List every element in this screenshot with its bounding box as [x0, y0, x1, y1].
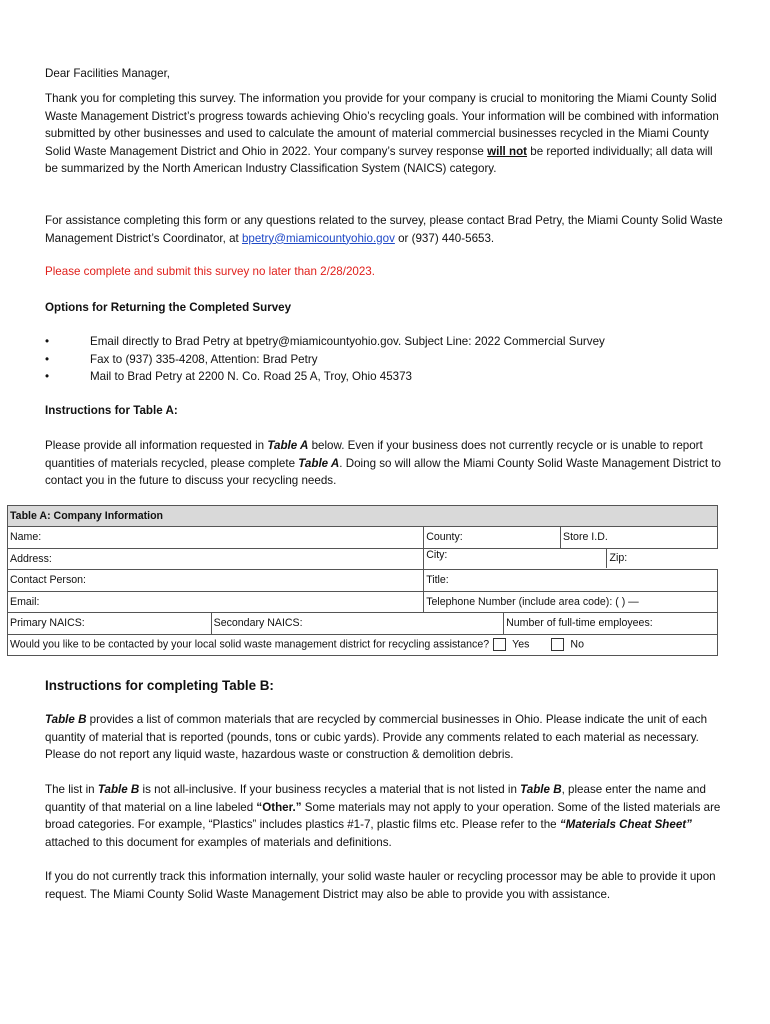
- bullet-icon: •: [45, 352, 50, 366]
- table-b-paragraph-3: If you do not currently track this information internally, your solid waste hauler or recycling processor may be able to provide it upon request. The Miami County Solid Waste Management District may also be able to provide you with assistance.: [45, 870, 716, 901]
- other-label: “Other.”: [256, 800, 302, 814]
- list-item: • Email directly to Brad Petry at bpetry@miamicountyohio.gov. Subject Line: 2022 Commercial Survey: [45, 333, 725, 351]
- deadline-notice: Please complete and submit this survey no later than 2/28/2023.: [45, 265, 375, 278]
- table-b-heading: Instructions for completing Table B:: [45, 678, 274, 693]
- telephone-field[interactable]: Telephone Number (include area code): ( ) —: [424, 591, 718, 613]
- list-item: • Fax to (937) 335-4208, Attention: Brad Petry: [45, 351, 725, 369]
- intro-paragraph: Thank you for completing this survey. The information you provide for your company is crucial to monitoring the Miami County Solid Waste Management District’s progress towards achieving Ohio’s recycling goals. Your information will be combined with information submitted by other businesses and used to calculate the amount of material commercial businesses recycled in the Miami County Solid Waste Management District and Ohio in 2022. Your company’s survey response will not be reported individually; all data will be summarized by the North American Industry Classification System (NAICS) category.: [45, 92, 719, 176]
- list-item: • Mail to Brad Petry at 2200 N. Co. Road 25 A, Troy, Ohio 45373: [45, 368, 725, 386]
- salutation: Dear Facilities Manager,: [45, 67, 171, 80]
- secondary-naics-field[interactable]: Secondary NAICS:: [211, 613, 503, 635]
- county-field[interactable]: County:: [424, 527, 561, 549]
- zip-field[interactable]: Zip:: [606, 548, 718, 568]
- assistance-paragraph: For assistance completing this form or any questions related to the survey, please contact Brad Petry, the Miami County Solid Waste Management District’s Coordinator, at bpetry@miamicountyohio.gov or (937) 440-5653.: [45, 214, 723, 245]
- contact-question-row: [8, 634, 718, 656]
- table-b-paragraph-2: The list in Table B is not all-inclusive. If your business recycles a material that is not listed in Table B, please enter the name and quantity of that material on a line labeled “Other.” Some materials may not apply to your operation. Some of the listed materials are broad categories. For example, “Plastics” includes plastics #1-7, plastic films etc. Please refer to the “Materials Cheat Sheet” attached to this document for examples of materials and definitions.: [45, 783, 721, 849]
- table-a-instructions: Please provide all information requested in Table A below. Even if your business does not currently recycle or is unable to report quantities of materials recycled, please complete Table A. Doing so will allow the Miami County Solid Waste Management District to contact you in the future to discuss your recycling needs.: [45, 439, 721, 488]
- table-b-ref: Table B: [520, 783, 562, 796]
- no-checkbox[interactable]: [551, 638, 564, 651]
- address-field[interactable]: Address:: [8, 548, 424, 570]
- title-field[interactable]: Title:: [424, 570, 718, 592]
- yes-checkbox[interactable]: [493, 638, 506, 651]
- contact-person-field[interactable]: Contact Person:: [8, 570, 424, 592]
- table-a-ref: Table A: [267, 439, 309, 452]
- table-b-ref: Table B: [45, 713, 87, 726]
- will-not-emphasis: will not: [487, 144, 528, 158]
- store-id-field[interactable]: Store I.D.: [561, 527, 718, 549]
- contact-question: Would you like to be contacted by your local solid waste management district for recycling assistance?: [10, 638, 490, 651]
- table-title: Table A: Company Information: [8, 506, 718, 527]
- name-field[interactable]: Name:: [8, 527, 424, 549]
- bullet-icon: •: [45, 335, 50, 348]
- cheat-sheet-ref: “Materials Cheat Sheet”: [559, 818, 692, 832]
- table-a-heading: Instructions for Table A:: [45, 404, 178, 417]
- table-b-ref: Table B: [97, 783, 140, 796]
- primary-naics-field[interactable]: Primary NAICS:: [8, 613, 212, 635]
- company-info-table: [7, 505, 718, 656]
- no-label: No: [570, 638, 584, 651]
- employees-field[interactable]: Number of full-time employees:: [504, 613, 718, 635]
- table-b-paragraph-1: Table B provides a list of common materials that are recycled by commercial businesses in Ohio. Please indicate the unit of each quantity of material that is reported (pounds, tons or cubic yards). Provide any comments related to each material as necessary. Please do not report any liquid waste, hazardous waste or construction & demolition debris.: [45, 713, 708, 762]
- city-field[interactable]: City: Zip:: [424, 548, 718, 570]
- table-a-ref: Table A: [298, 456, 340, 470]
- options-heading: Options for Returning the Completed Survey: [45, 301, 292, 314]
- options-list: [45, 333, 725, 386]
- yes-label: Yes: [512, 638, 530, 651]
- email-link[interactable]: bpetry@miamicountyohio.gov: [241, 231, 395, 245]
- bullet-icon: •: [45, 370, 50, 384]
- email-field[interactable]: Email:: [8, 591, 424, 613]
